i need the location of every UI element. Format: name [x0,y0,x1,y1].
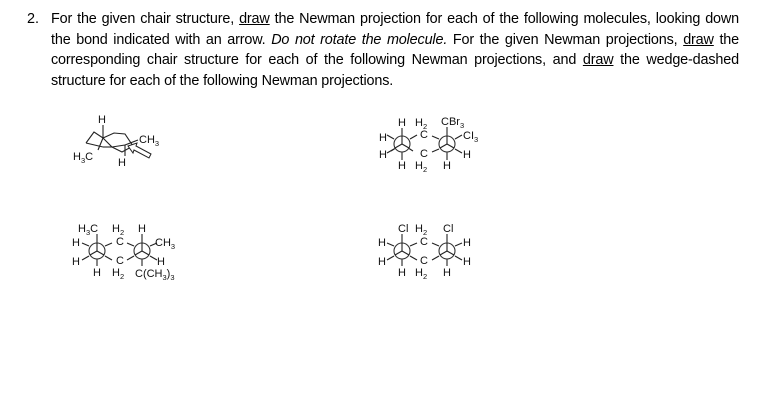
label: H [463,256,471,268]
label-ch2-bottom: $H_2$ [415,160,428,174]
label: H [443,160,451,172]
label: C [420,129,428,141]
label: H [463,149,471,161]
label: H [463,237,471,249]
label: H [93,267,101,279]
label-h-bottom: H [118,157,126,169]
label: C [420,148,428,160]
label-ch2-top: $H_2$ [415,223,428,237]
question-segment: For the given chair structure, [51,11,240,27]
label: H [398,160,406,172]
label: Cl [398,223,409,235]
label-h-top: H [98,114,106,126]
label: H [157,256,165,268]
label: H [138,223,146,235]
label-tert-butyl: $C(CH_3)_3$ [135,268,175,282]
label: H [443,267,451,279]
question-segment-emphasis: Do not rotate the molecule. [271,31,448,48]
label: H [378,256,386,268]
label-ci3: $CI_3$ [463,130,479,144]
question-segment-draw: draw [239,11,270,27]
label-h3c: $H_3C$ [73,151,94,165]
question-segment: the wedge-dashed structure for each of the following Newman projections. [51,52,739,89]
question-number: 2. [27,11,40,27]
label-ch2-top: $H_2$ [415,117,428,131]
question-segment-draw: draw [582,52,614,68]
question-segment: For the given Newman projections, [447,31,684,48]
label-ch3: $CH_3$ [155,237,176,251]
label-ch2-bottom: $H_2$ [415,267,428,281]
question-segment: the Newman projection for each of the following molecules, looking down the bond indicated with an arrow. [51,11,740,48]
label: H [398,267,406,279]
label-ch3: $CH_3$ [139,134,160,148]
label: C [420,255,428,267]
label: H [72,256,80,268]
label: Cl [443,223,454,235]
label-ch2-bottom: $H_2$ [112,267,125,281]
question-segment-draw: draw [683,31,714,48]
label: C [116,236,124,248]
label-cbr3: CBr$_3$ [441,116,465,130]
label: C [116,255,124,267]
label: H [378,237,386,249]
label: C [420,236,428,248]
label-ch2-top: $H_2$ [112,223,125,237]
question-segment: the corresponding chair structure for each of the following Newman projections, and [51,31,739,68]
label: H [379,149,387,161]
label: H [398,117,406,129]
label: H [72,237,80,249]
label: H [379,132,387,144]
label-h3c: $H_3C$ [78,223,99,237]
